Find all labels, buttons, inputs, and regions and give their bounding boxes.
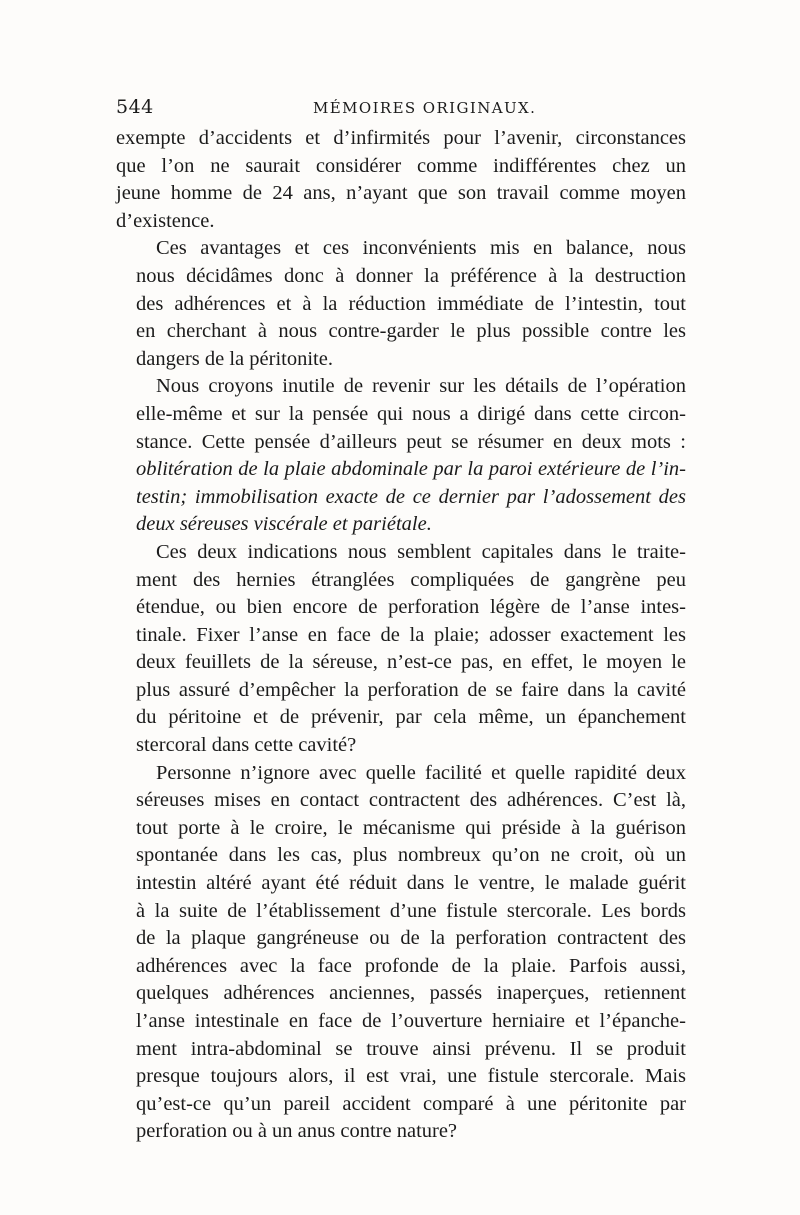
text-line: ment des hernies étranglées compliquées de gangrène peu	[136, 568, 686, 591]
paragraph	[116, 235, 686, 373]
text-line: en cherchant à nous contre-garder le plus possible contre les	[136, 320, 686, 343]
italic-text-line: oblitération de la plaie abdominale par la paroi extérieure de l’in-	[136, 458, 686, 481]
text-line: ment intra-abdominal se trouve ainsi prévenu. Il se produit	[136, 1037, 686, 1060]
text-line: tout porte à le croire, le mécanisme qui préside à la guérison	[136, 816, 686, 839]
paragraph	[116, 373, 686, 539]
paragraph	[116, 125, 686, 235]
text-line: plus assuré d’empêcher la perforation de se faire dans la cavité	[136, 678, 686, 701]
text-line: adhérences avec la face profonde de la plaie. Parfois aussi,	[136, 954, 686, 977]
text-line: tinale. Fixer l’anse en face de la plaie; adosser exactement les	[136, 623, 686, 646]
text-line: spontanée dans les cas, plus nombreux qu’on ne croit, où un	[136, 844, 686, 867]
text-line: séreuses mises en contact contractent des adhérences. C’est là,	[136, 789, 686, 812]
text-line: à la suite de l’établissement d’une fistule stercorale. Les bords	[136, 899, 686, 922]
text-line: nous décidâmes donc à donner la préférence à la destruction	[136, 264, 686, 287]
text-line: du péritoine et de prévenir, par cela même, un épanchement	[136, 706, 686, 729]
paragraph	[116, 539, 686, 760]
text-line: Personne n’ignore avec quelle facilité et quelle rapidité deux	[156, 761, 686, 784]
italic-text-line: deux séreuses viscérale et pariétale.	[136, 513, 432, 536]
text-line: dangers de la péritonite.	[136, 347, 333, 370]
text-line: stance. Cette pensée d’ailleurs peut se résumer en deux mots :	[136, 430, 686, 453]
text-line: exempte d’accidents et d’infirmités pour l’avenir, circonstances	[116, 127, 686, 149]
running-head	[116, 96, 688, 120]
italic-text-line: testin; immobilisation exacte de ce dernier par l’adossement des	[136, 485, 686, 508]
text-line: que l’on ne saurait considérer comme indifférentes chez un	[116, 154, 686, 177]
text-line: elle-même et sur la pensée qui nous a dirigé dans cette circon-	[136, 402, 686, 425]
text-line: presque toujours alors, il est vrai, une fistule stercorale. Mais	[136, 1065, 686, 1088]
text-line: l’anse intestinale en face de l’ouverture herniaire et l’épanche-	[136, 1010, 686, 1032]
text-line: d’existence.	[116, 209, 215, 232]
running-title: MÉMOIRES ORIGINAUX.	[313, 99, 537, 117]
text-line: des adhérences et à la réduction immédiate de l’intestin, tout	[136, 292, 686, 315]
text-line: de la plaque gangréneuse ou de la perforation contractent des	[136, 927, 686, 950]
text-line: Ces avantages et ces inconvénients mis en balance, nous	[156, 237, 686, 260]
text-line: deux feuillets de la séreuse, n’est-ce pas, en effet, le moyen le	[136, 651, 686, 674]
text-line: Ces deux indications nous semblent capitales dans le traite-	[156, 540, 686, 563]
text-line: qu’est-ce qu’un pareil accident comparé à une péritonite par	[136, 1092, 686, 1115]
paragraph	[116, 760, 686, 1146]
text-line: Nous croyons inutile de revenir sur les détails de l’opération	[156, 375, 686, 398]
text-line: perforation ou à un anus contre nature?	[136, 1120, 458, 1143]
text-line: intestin altéré ayant été réduit dans le ventre, le malade guérit	[136, 872, 686, 895]
text-line: jeune homme de 24 ans, n’ayant que son travail comme moyen	[116, 182, 686, 205]
text-line: étendue, ou bien encore de perforation légère de l’anse intes-	[136, 596, 686, 619]
text-line: quelques adhérences anciennes, passés inaperçues, retiennent	[136, 982, 686, 1005]
body-text	[116, 125, 686, 1146]
page-number: 544	[116, 96, 154, 118]
text-line: stercoral dans cette cavité?	[136, 734, 357, 757]
